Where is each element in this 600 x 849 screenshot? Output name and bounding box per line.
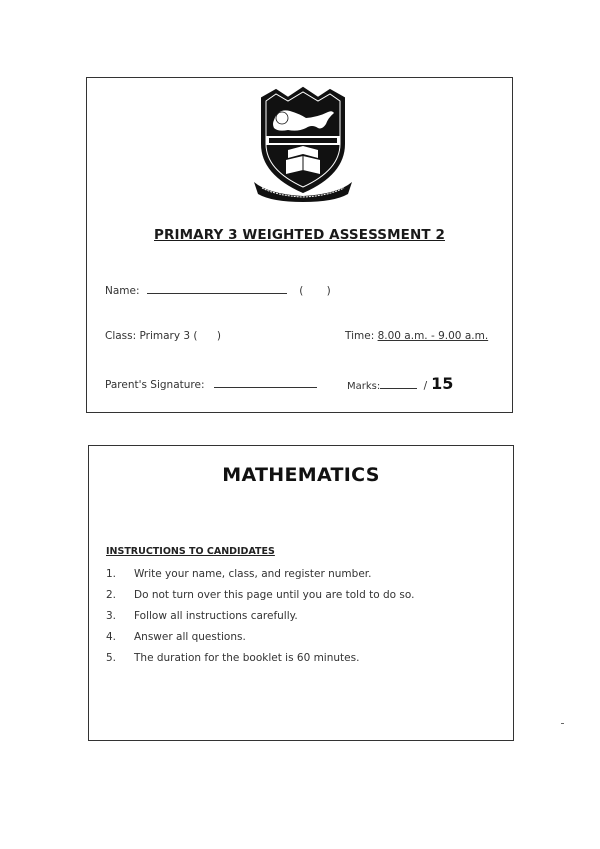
instruction-number: 3. — [106, 610, 117, 622]
instruction-item — [106, 630, 414, 651]
name-field — [105, 285, 331, 297]
instruction-number: 1. — [106, 568, 117, 580]
scan-artifact-mark — [561, 723, 564, 724]
subject-title: MATHEMATICS — [222, 464, 380, 486]
time-label: Time: — [345, 330, 375, 342]
signature-input-line[interactable] — [214, 386, 317, 388]
instructions-list — [106, 567, 414, 672]
name-input-line[interactable] — [147, 292, 287, 294]
class-label: Class: Primary 3 ( — [105, 330, 198, 342]
instructions-box — [88, 445, 514, 741]
instruction-item — [106, 609, 414, 630]
marks-total: 15 — [431, 374, 454, 393]
instruction-item — [106, 588, 414, 609]
instruction-number: 4. — [106, 631, 117, 643]
class-field — [105, 330, 221, 342]
marks-label: Marks: — [347, 381, 381, 392]
instruction-text: Do not turn over this page until you are told to do so. — [134, 589, 415, 601]
name-label: Name: — [105, 285, 140, 297]
instructions-heading: INSTRUCTIONS TO CANDIDATES — [106, 546, 275, 557]
instruction-text: The duration for the booklet is 60 minutes. — [134, 652, 360, 664]
time-field — [345, 330, 488, 342]
instruction-text: Write your name, class, and register number. — [134, 568, 372, 580]
instruction-text: Follow all instructions carefully. — [134, 610, 298, 622]
marks-separator: / — [423, 380, 428, 392]
signature-field — [105, 379, 317, 391]
time-value: 8.00 a.m. - 9.00 a.m. — [377, 330, 489, 342]
cover-box — [86, 77, 513, 413]
marks-input-line[interactable] — [380, 387, 417, 389]
assessment-title: PRIMARY 3 WEIGHTED ASSESSMENT 2 — [154, 227, 445, 243]
register-open-paren: ( — [299, 285, 304, 297]
marks-field — [347, 374, 453, 393]
instruction-number: 5. — [106, 652, 117, 664]
school-crest-icon — [248, 84, 358, 202]
instruction-item — [106, 651, 414, 672]
instruction-number: 2. — [106, 589, 117, 601]
class-close-paren: ) — [216, 330, 221, 342]
instruction-text: Answer all questions. — [134, 631, 246, 643]
instruction-item — [106, 567, 414, 588]
signature-label: Parent's Signature: — [105, 379, 205, 391]
register-close-paren: ) — [326, 285, 331, 297]
